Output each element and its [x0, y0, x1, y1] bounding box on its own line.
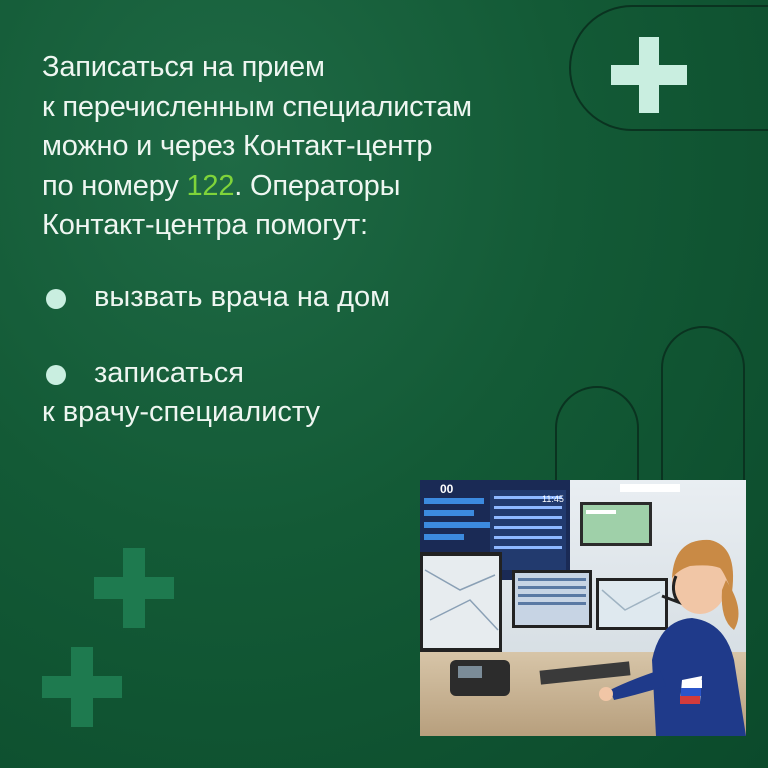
plus-icon: [611, 37, 691, 117]
intro-text: [42, 48, 562, 246]
plus-icon: [94, 548, 174, 628]
bullet-item-specialist: [42, 354, 502, 432]
contact-center-illustration: [420, 480, 746, 736]
arch-outline-2: [662, 327, 744, 480]
intro-line: Контакт-центра помогут:: [42, 209, 368, 241]
arch-outline-1: [556, 387, 638, 480]
contact-center-photo: [420, 480, 746, 736]
intro-line-with-phone: [42, 167, 562, 207]
pill-outline-top: [570, 6, 768, 130]
bullet-list: [42, 278, 502, 432]
board-clock: 00: [440, 482, 454, 496]
intro-text-fragment: . Операторы: [234, 169, 401, 202]
phone-number: 122: [186, 169, 235, 202]
bullet-label-continued: к врачу-специалисту: [42, 396, 321, 428]
plus-icon: [42, 647, 122, 727]
bullet-label: вызвать врача на дом: [94, 281, 391, 313]
board-clock-2: 11:45: [542, 494, 564, 504]
bullet-dot-icon: [46, 289, 66, 309]
intro-line: Записаться на прием: [42, 51, 325, 83]
bullet-label: записаться: [94, 357, 244, 389]
bullet-item-house-call: [42, 278, 502, 317]
bullet-dot-icon: [46, 365, 66, 385]
intro-text-fragment: по номеру: [42, 169, 187, 202]
intro-line: можно и через Контакт-центр: [42, 130, 433, 162]
intro-line: к перечисленным специалистам: [42, 90, 472, 123]
